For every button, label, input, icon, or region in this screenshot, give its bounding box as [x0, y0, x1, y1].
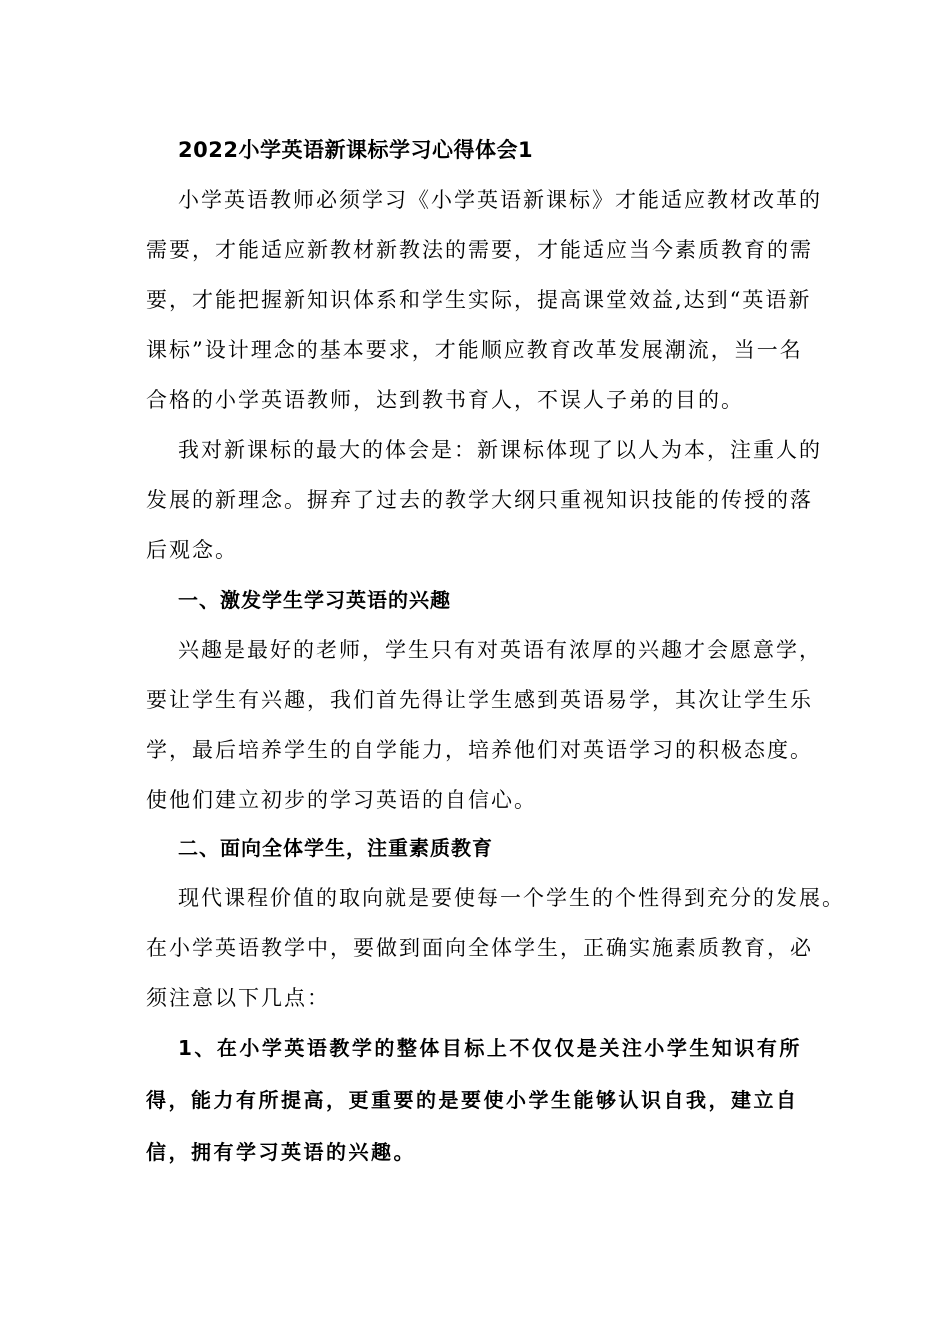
paragraph-line: 得，能力有所提高，更重要的是要使小学生能够认识自我，建立自	[146, 1088, 799, 1112]
paragraph-interest	[146, 625, 826, 825]
paragraph-line: 须注意以下几点：	[146, 986, 330, 1010]
paragraph-intro	[146, 175, 826, 425]
paragraph-line: 后观念。	[146, 538, 238, 562]
paragraph-reflection	[146, 425, 826, 575]
paragraph-line: 小学英语教师必须学习《小学英语新课标》才能适应教材改革的	[178, 188, 822, 212]
paragraph-line: 要让学生有兴趣，我们首先得让学生感到英语易学，其次让学生乐	[146, 688, 813, 712]
paragraph-line: 学，最后培养学生的自学能力，培养他们对英语学习的积极态度。	[146, 738, 813, 762]
paragraph-line: 使他们建立初步的学习英语的自信心。	[146, 788, 537, 812]
paragraph-line: 现代课程价值的取向就是要使每一个学生的个性得到充分的发展。	[178, 886, 845, 910]
paragraph-line: 合格的小学英语教师，达到教书育人，不误人子弟的目的。	[146, 388, 744, 412]
section-heading-interest: 一、激发学生学习英语的兴趣	[178, 588, 451, 612]
paragraph-line: 兴趣是最好的老师，学生只有对英语有浓厚的兴趣才会愿意学，	[178, 638, 822, 662]
document-title: 2022小学英语新课标学习心得体会1	[178, 138, 534, 162]
paragraph-line: 要，才能把握新知识体系和学生实际，提高课堂效益,达到“英语新	[146, 288, 812, 312]
paragraph-line: 课标”设计理念的基本要求，才能顺应教育改革发展潮流，当一名	[146, 338, 803, 362]
paragraph-line: 发展的新理念。摒弃了过去的教学大纲只重视知识技能的传授的落	[146, 488, 813, 512]
paragraph-quality-education	[146, 873, 845, 1023]
paragraph-line: 我对新课标的最大的体会是：新课标体现了以人为本，注重人的	[178, 438, 822, 462]
paragraph-point-one	[146, 1022, 826, 1178]
paragraph-line: 在小学英语教学中，要做到面向全体学生，正确实施素质教育，必	[146, 936, 813, 960]
paragraph-line: 需要，才能适应新教材新教法的需要，才能适应当今素质教育的需	[146, 238, 813, 262]
section-heading-quality-education: 二、面向全体学生，注重素质教育	[178, 836, 493, 860]
paragraph-line: 1、在小学英语教学的整体目标上不仅仅是关注小学生知识有所	[178, 1036, 802, 1060]
paragraph-line: 信，拥有学习英语的兴趣。	[146, 1140, 416, 1164]
